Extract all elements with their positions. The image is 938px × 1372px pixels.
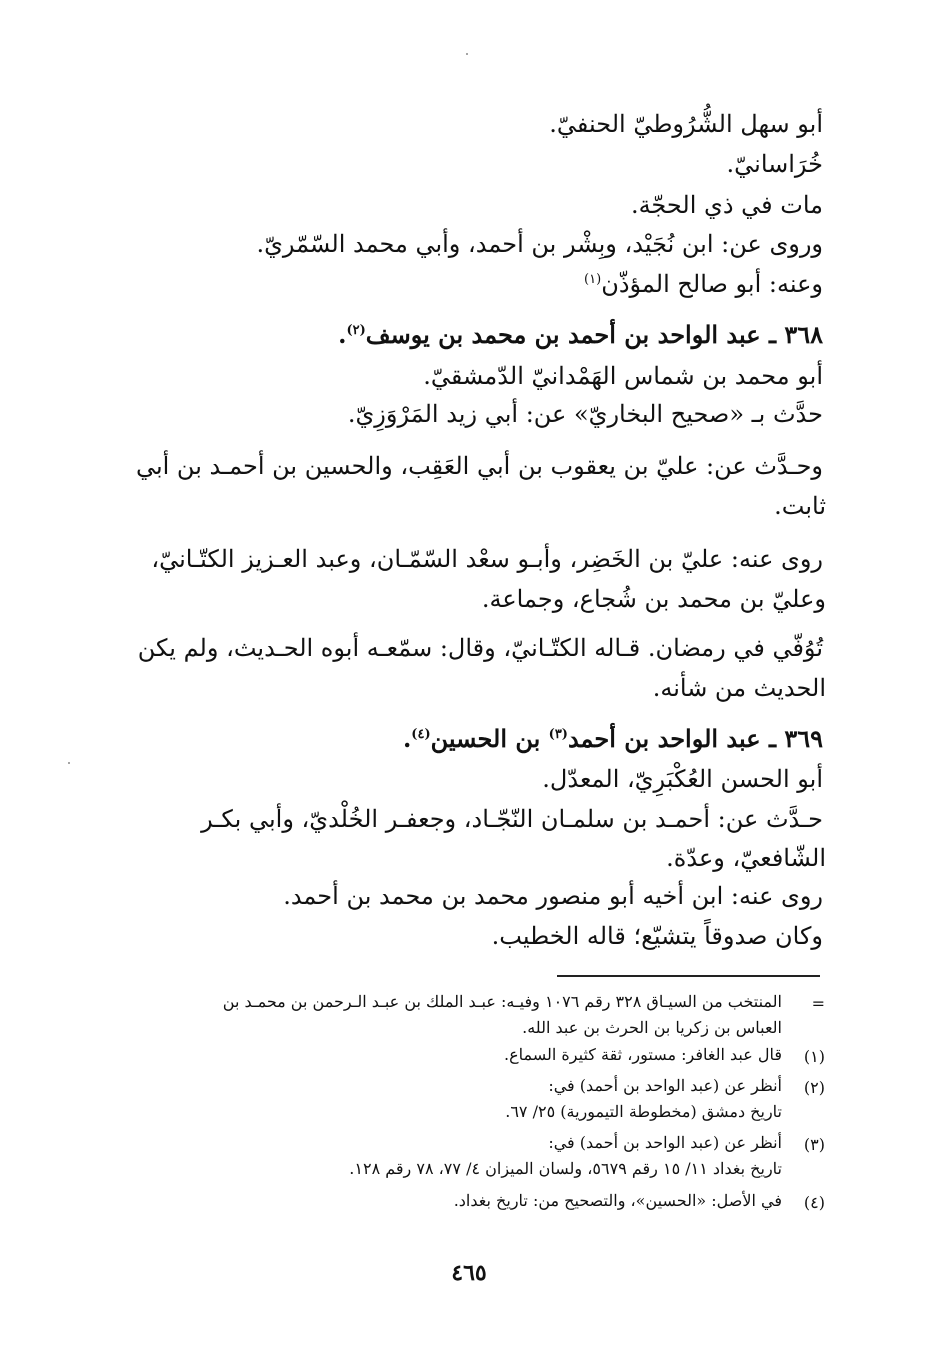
footnote-number: (٢) — [803, 1078, 825, 1097]
text-line: أبو الحسن العُكْبَرِيّ، المعدّل. — [542, 765, 823, 793]
footnote-line: في الأصل: «الحسين»، والتصحيح من: تاريخ بغداد. — [453, 1191, 782, 1210]
footnote-ref: (٣) — [548, 727, 568, 742]
footnote-continuation-marker: = — [811, 994, 825, 1013]
text-line: الحديث من شأنه. — [652, 674, 826, 702]
footnote-ref: (١) — [584, 272, 602, 287]
text-line: تُوُفّي في رمضان. قـاله الكتّـانيّ، وقال: سمّعـه أبوه الحـديث، ولم يكن — [137, 634, 823, 662]
footnote-number: (٤) — [803, 1193, 825, 1212]
text-line: روى عنه: ابن أخيه أبو منصور محمد بن محمد بن أحمد. — [283, 882, 823, 910]
text-line: الشّافعيّ، وعدّة. — [666, 844, 826, 872]
text-line: روى عنه: عليّ بن الخَضِر، وأبـو سعْد السّمّـان، وعبد العـزيز الكتّـانيّ، — [151, 545, 823, 573]
page-number: ٤٦٥ — [451, 1260, 487, 1286]
text-line: وعليّ بن محمد بن شُجاع، وجماعة. — [481, 585, 826, 613]
text-line: خُرَاسانيّ. — [726, 150, 823, 178]
footnote-line: العباس بن زكريا بن الحرث بن عبد الله. — [522, 1018, 782, 1037]
text-line: وحـدَّث عن: عليّ بن يعقوب بن أبي العَقِب، والحسين بن أحمـد بن أبي — [135, 452, 823, 480]
text-line: أبو محمد بن شماس الهَمْدانيّ الدّمشقيّ. — [423, 362, 823, 390]
footnote-ref: (٤) — [411, 727, 431, 742]
scan-speck — [466, 53, 468, 55]
text-line: وكان صدوقاً يتشيّع؛ قاله الخطيب. — [491, 922, 823, 950]
footnote-line: أنظر عن (عبد الواحد بن أحمد) في: — [548, 1133, 782, 1152]
text-line: وروى عن: ابن نُجَيْد، وبِشْر بن أحمد، وأبي محمد السّمّريّ. — [256, 230, 823, 258]
scan-speck — [68, 762, 70, 764]
footnote-number: (١) — [803, 1047, 825, 1066]
footnote-line: قال عبد الغافر: مستور، ثقة كثيرة السماع. — [503, 1045, 782, 1064]
entry-heading: ٣٦٩ ـ عبد الواحد بن أحمد$^{(٣)}$ بن الحسين$^{(٤)}$. — [402, 724, 823, 753]
footnote-number: (٣) — [803, 1135, 825, 1154]
text-line: أبو سهل الشُّرُوطيّ الحنفيّ. — [549, 110, 823, 138]
footnote-line: تاريخ بغداد ١١/ ١٥ رقم ٥٦٧٩، ولسان الميزان ٤/ ٧٧، ٧٨ رقم ١٢٨. — [349, 1159, 782, 1178]
entry-heading: ٣٦٨ ـ عبد الواحد بن أحمد بن محمد بن يوسف$^{(٢)}$. — [338, 320, 823, 349]
text-line: وعنه: أبو صالح المؤذّن$^{(١)}$ — [584, 270, 823, 298]
text-line: ثابت. — [774, 492, 826, 520]
text-line: حدَّث بـ «صحيح البخاريّ» عن: أبي زيد المَرْوَزِيّ. — [347, 400, 823, 428]
text-line: حـدَّث عن: أحمـد بن سلمـان النّجّـاد، وجعفـر الخُلْديّ، وأبي بكـر — [201, 805, 823, 833]
footnote-ref: (٢) — [346, 323, 366, 338]
footnote-line: المنتخب من السيـاق ٣٢٨ رقم ١٠٧٦ وفيـه: عبـد الملك بن عبـد الـرحمن بن محمـد بن — [222, 992, 782, 1011]
footnote-line: تاريخ دمشق (مخطوطة التيمورية) ٢٥/ ٦٧. — [505, 1102, 782, 1121]
footnote-line: أنظر عن (عبد الواحد بن أحمد) في: — [548, 1076, 782, 1095]
text-line: مات في ذي الحجّة. — [630, 191, 823, 219]
footnote-separator — [557, 975, 820, 977]
